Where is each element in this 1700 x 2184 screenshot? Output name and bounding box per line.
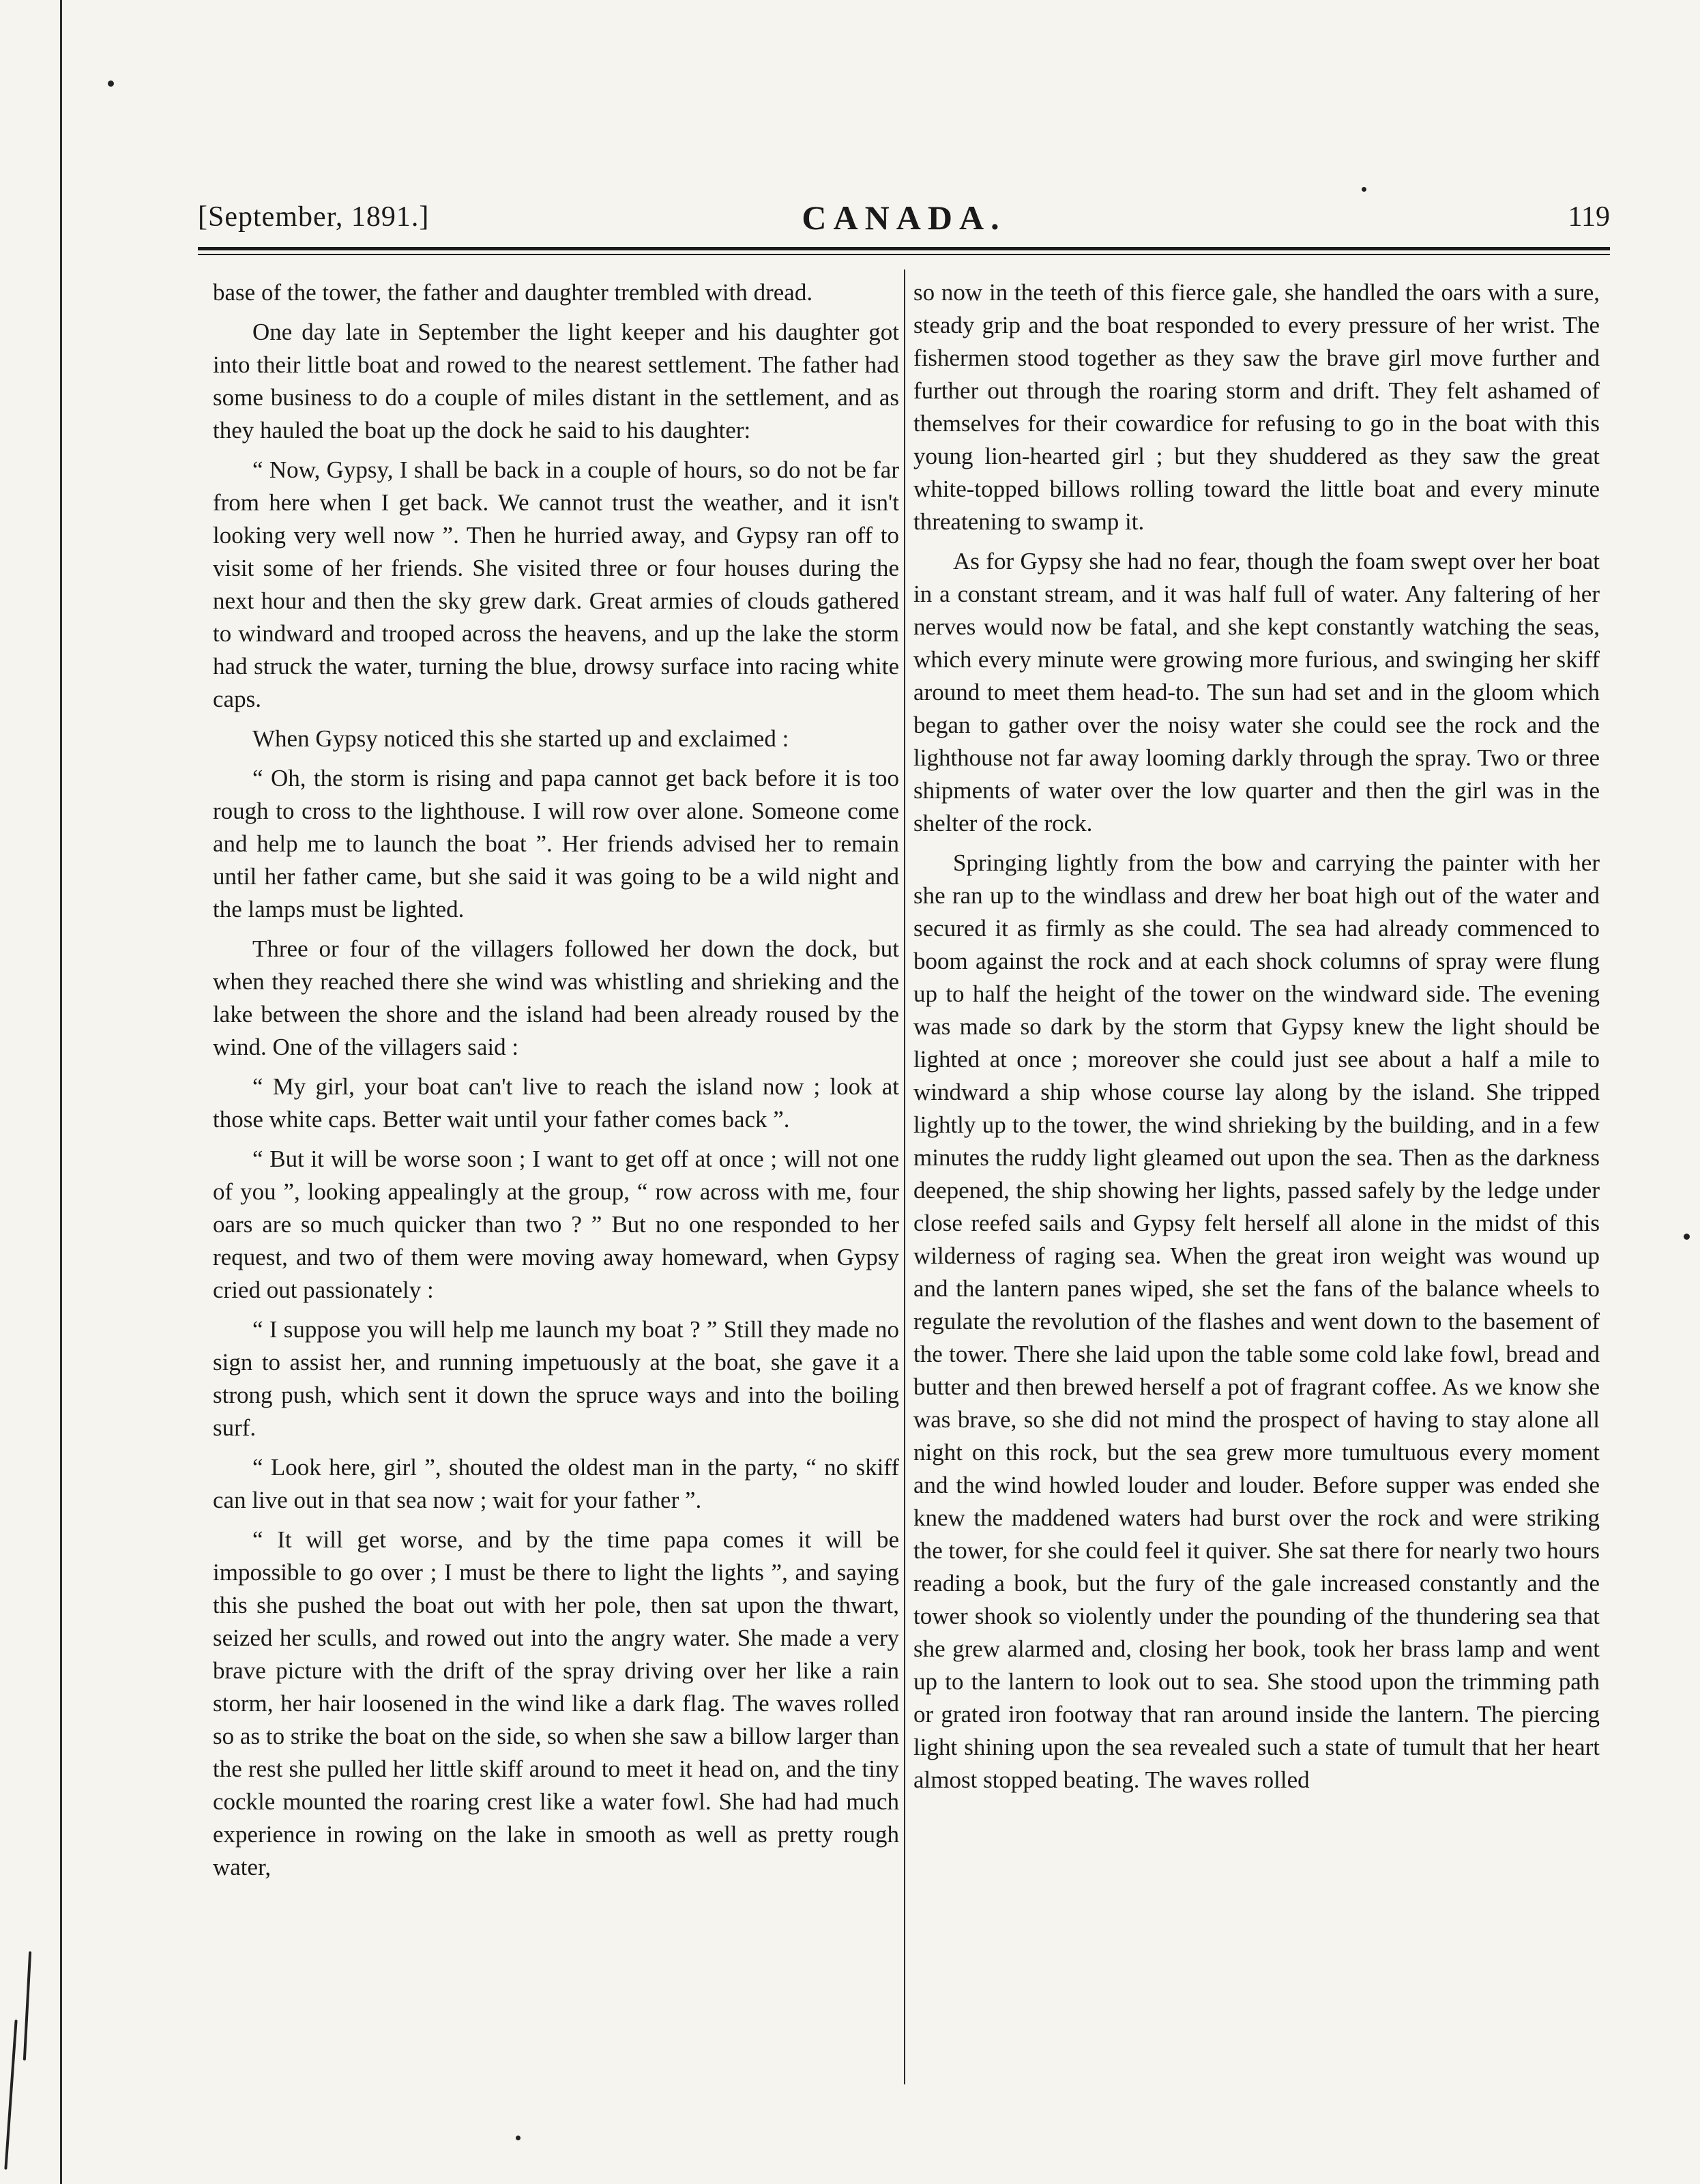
paragraph: When Gypsy noticed this she started up and exclaimed : xyxy=(252,725,789,752)
header-rule xyxy=(198,254,1610,255)
scan-speck xyxy=(108,81,114,87)
paragraph: Three or four of the villagers followed her down the dock, but when they reached there she wind was whistling and shrieking and the lake between the shore and the island had been already roused by the wind. One of the villagers said : xyxy=(213,935,899,1060)
paragraph: Springing lightly from the bow and carrying the painter with her she ran up to the windlass and drew her boat high out of the water and secured it as firmly as she could. The sea had already commenced to boom against the rock and at each shock columns of spray were flung up to half the height of the tower on the windward side. The evening was made so dark by the storm that Gypsy knew the light should be lighted at once ; moreover she could just see about a half a mile to windward a ship whose course lay along by the island. She tripped lightly up to the tower, the wind shrieking by the building, and in a few minutes the ruddy light gleamed out upon the sea. Then as the darkness deepened, the ship showing her lights, passed safely by the ledge under close reefed sails and Gypsy felt herself all alone in the midst of this wilderness of raging sea. When the great iron weight was wound up and the lantern panes wiped, she set the fans of the balance wheels to regulate the revolution of the flashes and went down to the basement of the tower. There she laid upon the table some cold lake fowl, bread and butter and then brewed herself a pot of fragrant coffee. As we know she was brave, so she did not mind the prospect of having to stay alone all night on this rock, but the sea grew more tumultuous every moment and the wind howled louder and louder. Before supper was ended she knew the maddened waters had burst over the rock and were striking the tower, for she could feel it quiver. She sat there for nearly two hours reading a book, but the fury of the gale increased constantly and the tower shook so violently under the pounding of the thundering sea that she grew alarmed and, closing her book, took her brass lamp and went up to the lantern to look out to sea. She stood upon the trimming path or grated iron footway that ran around inside the lantern. The piercing light shining upon the sea revealed such a state of tumult that her heart almost stopped beating. The waves rolled xyxy=(913,849,1600,1793)
paragraph: “ My girl, your boat can't live to reach the island now ; look at those white caps. Better wait until your father comes back ”. xyxy=(213,1073,899,1133)
paragraph: “ Oh, the storm is rising and papa cannot get back before it is too rough to cross to the lighthouse. I will row over alone. Someone come and help me to launch the boat ”. Her friends advised her to remain until her father came, but she said it was going to be a wild night and the lamps must be lighted. xyxy=(213,765,899,922)
paragraph: “ But it will be worse soon ; I want to get off at once ; will not one of you ”, looking appealingly at the group, “ row across with me, four oars are so much quicker than two ? ” But no one responded to her request, and two of them were moving away homeward, when Gypsy cried out passionately : xyxy=(213,1146,899,1303)
paragraph: As for Gypsy she had no fear, though the foam swept over her boat in a constant stream, and it was half full of water. Any faltering of her nerves would now be fatal, and she kept constantly watching the seas, which every minute were growing more furious, and swinging her skiff around to meet them head-to. The sun had set and in the gloom which began to gather over the noisy water she could see the rock and the lighthouse not far away looming darkly through the spray. Two or three shipments of water over the low quarter and then the girl was in the shelter of the rock. xyxy=(913,548,1600,836)
page-number: 119 xyxy=(1568,201,1610,233)
scan-speck xyxy=(1684,1234,1690,1240)
paragraph: “ It will get worse, and by the time papa comes it will be impossible to go over ; I must be there to light the lights ”, and saying this she pushed the boat out with her pole, then sat upon the thwart, seized her sculls, and rowed out into the angry water. She made a very brave picture with the drift of the spray driving over her like a rain storm, her hair loosened in the wind like a dark flag. The waves rolled so as to strike the boat on the side, so when she saw a billow larger than the rest she pulled her little skiff around to meet it head on, and the tiny cockle mounted the roaring crest like a water fowl. She had had much experience in rowing on the lake in smooth as well as pretty rough water, xyxy=(213,1526,899,1880)
left-column xyxy=(213,276,899,2091)
column-divider xyxy=(904,270,905,2084)
scan-speck xyxy=(516,2136,521,2140)
scan-mark xyxy=(4,2020,17,2170)
issue-date: [September, 1891.] xyxy=(198,201,430,233)
page-header xyxy=(198,198,1610,239)
header-rule xyxy=(198,247,1610,250)
publication-title: CANADA. xyxy=(802,199,1006,237)
paragraph: “ Look here, girl ”, shouted the oldest man in the party, “ no skiff can live out in that sea now ; wait for your father ”. xyxy=(213,1454,899,1513)
scan-mark xyxy=(23,1951,31,2061)
paragraph: base of the tower, the father and daughter trembled with dread. xyxy=(213,279,813,306)
right-column xyxy=(913,276,1600,2091)
scan-speck xyxy=(1362,187,1366,192)
paragraph: One day late in September the light keeper and his daughter got into their little boat and rowed to the nearest settlement. The father had some business to do a couple of miles distant in the settlement, and as they hauled the boat up the dock he said to his daughter: xyxy=(213,319,899,443)
paragraph: “ I suppose you will help me launch my boat ? ” Still they made no sign to assist her, and running impetuously at the boat, she gave it a strong push, which sent it down the spruce ways and into the boiling surf. xyxy=(213,1316,899,1441)
binding-edge-line xyxy=(60,0,62,2184)
paragraph: so now in the teeth of this fierce gale, she handled the oars with a sure, steady grip and the boat responded to every pressure of her wrist. The fishermen stood together as they saw the brave girl move further and further out through the roaring storm and drift. They felt ashamed of themselves for their cowardice for refusing to go in the boat with this young lion-hearted girl ; but they shuddered as they saw the great white-topped billows rolling toward the little boat and every minute threatening to swamp it. xyxy=(913,279,1600,535)
paragraph: “ Now, Gypsy, I shall be back in a couple of hours, so do not be far from here when I get back. We cannot trust the weather, and it isn't looking very well now ”. Then he hurried away, and Gypsy ran off to visit some of her friends. She visited three or four houses during the next hour and then the sky grew dark. Great armies of clouds gathered to windward and trooped across the heavens, and up the lake the storm had struck the water, turning the blue, drowsy surface into racing white caps. xyxy=(213,456,899,712)
